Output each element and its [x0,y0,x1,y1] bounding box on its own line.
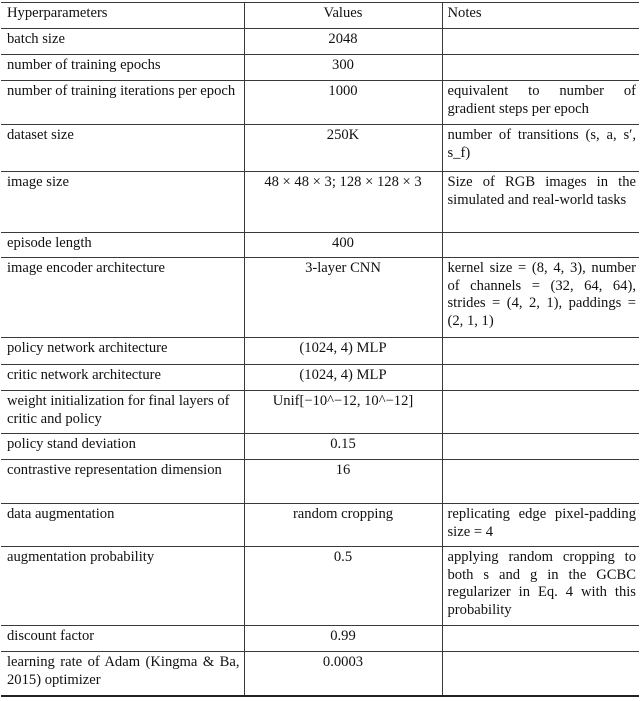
note-cell [442,365,639,391]
table-row [1,365,639,391]
table-row [1,626,639,652]
value-cell: random cropping [244,504,442,547]
table-row [1,55,639,81]
value-cell: 2048 [244,29,442,55]
table-row [1,125,639,172]
value-cell: 250K [244,125,442,172]
hyperparameters-table [1,2,639,697]
note-cell [442,460,639,504]
param-cell: policy stand deviation [1,434,244,460]
value-cell: (1024, 4) MLP [244,338,442,365]
table-header-row [1,3,639,29]
unif-text: Unif[−10^−12, 10^−12] [272,393,414,409]
param-cell: policy network architecture [1,338,244,365]
table-row [1,258,639,338]
value-cell: 0.0003 [244,652,442,696]
note-cell [442,55,639,81]
value-cell: 3-layer CNN [244,258,442,338]
note-cell: replicating edge pixel-padding size = 4 [442,504,639,547]
header-values: Values [244,3,442,29]
param-cell: number of training epochs [1,55,244,81]
param-cell: batch size [1,29,244,55]
value-cell: 1000 [244,81,442,125]
param-cell: data augmentation [1,504,244,547]
table-row [1,547,639,626]
param-cell: episode length [1,233,244,258]
value-cell: 0.99 [244,626,442,652]
table-row [1,652,639,696]
table-row [1,338,639,365]
note-cell [442,338,639,365]
param-cell: number of training iterations per epoch [1,81,244,125]
param-cell: contrastive representation dimension [1,460,244,504]
table-row [1,81,639,125]
value-cell: 16 [244,460,442,504]
value-cell [244,391,442,434]
note-cell [442,29,639,55]
table-row [1,504,639,547]
value-cell: 0.15 [244,434,442,460]
param-cell: learning rate of Adam (Kingma & Ba, 2015) optimizer [1,652,244,696]
note-cell: applying random cropping to both s and g in the GCBC regularizer in Eq. 4 with this probability [442,547,639,626]
note-cell [442,391,639,434]
note-cell: equivalent to number of gradient steps per epoch [442,81,639,125]
table-row [1,233,639,258]
table-row [1,29,639,55]
table-row [1,434,639,460]
note-cell: number of transitions (s, a, s′, s_f) [442,125,639,172]
note-cell: kernel size = (8, 4, 3), number of channels = (32, 64, 64), strides = (4, 2, 1), paddings = (2, 1, 1) [442,258,639,338]
note-cell [442,434,639,460]
param-cell: weight initialization for final layers of critic and policy [1,391,244,434]
param-cell: augmentation probability [1,547,244,626]
value-cell: 48 × 48 × 3; 128 × 128 × 3 [244,172,442,233]
header-hyperparameters: Hyperparameters [1,3,244,29]
value-cell: 0.5 [244,547,442,626]
value-cell: (1024, 4) MLP [244,365,442,391]
value-cell: 400 [244,233,442,258]
param-cell: image size [1,172,244,233]
param-cell: critic network architecture [1,365,244,391]
table-row [1,172,639,233]
param-cell: image encoder architecture [1,258,244,338]
table-row [1,391,639,434]
header-notes: Notes [442,3,639,29]
value-cell: 300 [244,55,442,81]
note-cell [442,652,639,696]
note-cell [442,626,639,652]
note-cell: Size of RGB images in the simulated and real-world tasks [442,172,639,233]
table-row [1,460,639,504]
param-cell: discount factor [1,626,244,652]
note-cell [442,233,639,258]
param-cell: dataset size [1,125,244,172]
